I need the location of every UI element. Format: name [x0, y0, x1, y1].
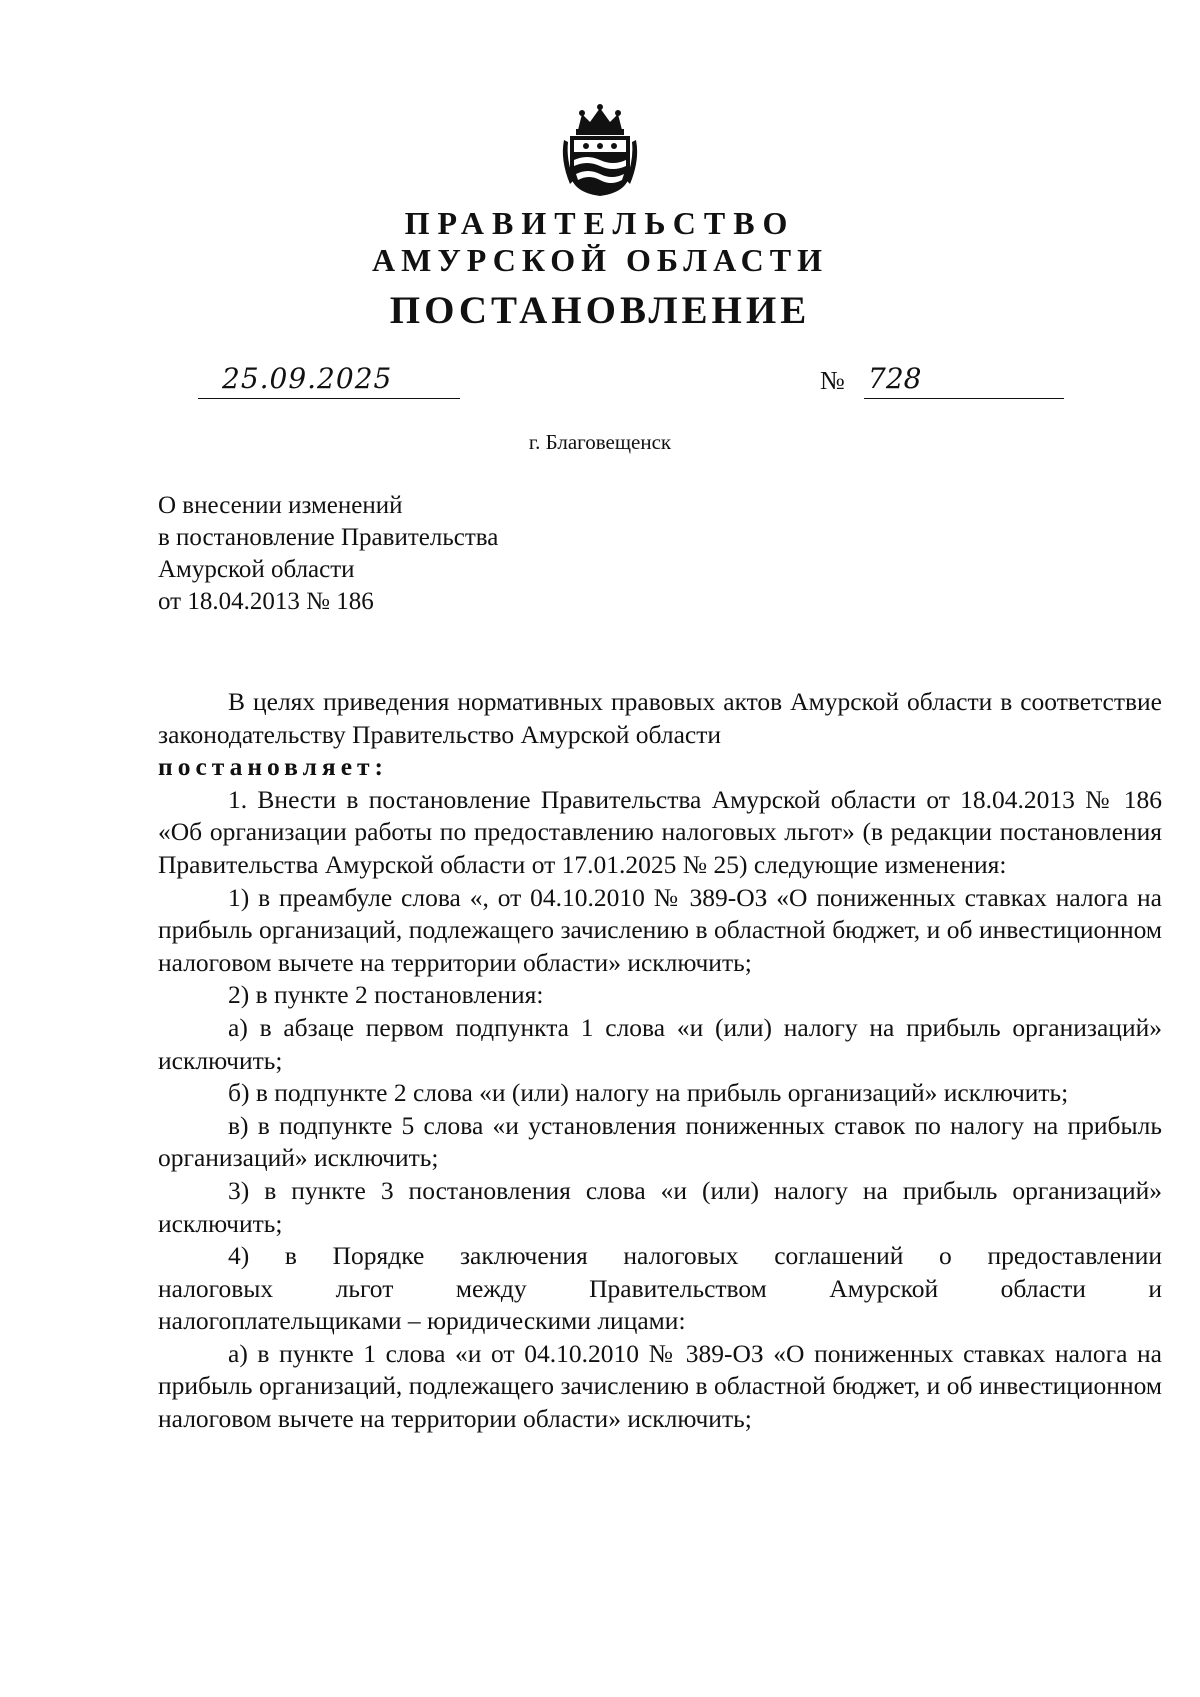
number-underline — [864, 398, 1064, 399]
document-number: 728 — [868, 362, 922, 395]
government-title: ПРАВИТЕЛЬСТВО — [404, 205, 796, 241]
subject-line: Амурской области — [158, 556, 355, 583]
paragraph-1-2-c: в) в подпункте 5 слова «и установления пониженных ставок по налогу на прибыль организаций» исключить; — [158, 1110, 1162, 1173]
date-underline — [198, 398, 460, 399]
subject-line: О внесении изменений — [158, 492, 403, 519]
document-body — [158, 686, 1162, 1436]
number-sign: № — [820, 366, 845, 395]
subject-line: в постановление Правительства — [158, 524, 499, 551]
paragraph-1-1: 1) в преамбуле слова «, от 04.10.2010 № 389-ОЗ «О пониженных ставках налога на прибыль организаций, подлежащего зачислению в областной бюджет, и об инвестиционном налоговом вычете на территории области» исключить; — [158, 882, 1162, 977]
paragraph-1-2: 2) в пункте 2 постановления: — [228, 980, 544, 1010]
paragraph-1-4-line: 4) в Порядке заключения налоговых соглашений о предоставлении — [228, 1241, 1162, 1271]
paragraph-1-4-line: налоговых льгот между Правительством Амурской области и — [158, 1273, 1162, 1303]
decree-word: постановляет: — [158, 752, 389, 782]
paragraph-1-2-b: б) в подпункте 2 слова «и (или) налогу на прибыль организаций» исключить; — [228, 1078, 1069, 1108]
paragraph-1-4-a: а) в пункте 1 слова «и от 04.10.2010 № 389-ОЗ «О пониженных ставках налога на прибыль организаций, подлежащего зачислению в областной бюджет, и об инвестиционном налоговом вычете на территории области» исключить; — [158, 1338, 1162, 1434]
paragraph-1-2-a: а) в абзаце первом подпункта 1 слова «и (или) налогу на прибыль организаций» исключить; — [158, 1012, 1162, 1075]
region-title: АМУРСКОЙ ОБЛАСТИ — [372, 242, 828, 278]
intro-paragraph: В целях приведения нормативных правовых актов Амурской области в соответствие законодательству Правительство Амурской области — [158, 687, 1162, 749]
document-date: 25.09.2025 — [222, 362, 393, 395]
document-subject — [158, 490, 498, 618]
subject-line: от 18.04.2013 № 186 — [158, 588, 374, 615]
paragraph-1-3: 3) в пункте 3 постановления слова «и (или) налогу на прибыль организаций» исключить; — [158, 1175, 1162, 1238]
paragraph-1-4-line: налогоплательщиками – юридическими лицами: — [158, 1306, 686, 1336]
document-type-title: ПОСТАНОВЛЕНИЕ — [389, 289, 811, 332]
coat-of-arms-emblem — [550, 100, 650, 200]
city-name: г. Благовещенск — [528, 430, 672, 454]
paragraph-1: 1. Внести в постановление Правительства Амурской области от 18.04.2013 № 186 «Об организации работы по предоставлению налоговых льгот» (в редакции постановления Правительства Амурской области от 17.01.2025 № 25) следующие изменения: — [158, 784, 1162, 879]
